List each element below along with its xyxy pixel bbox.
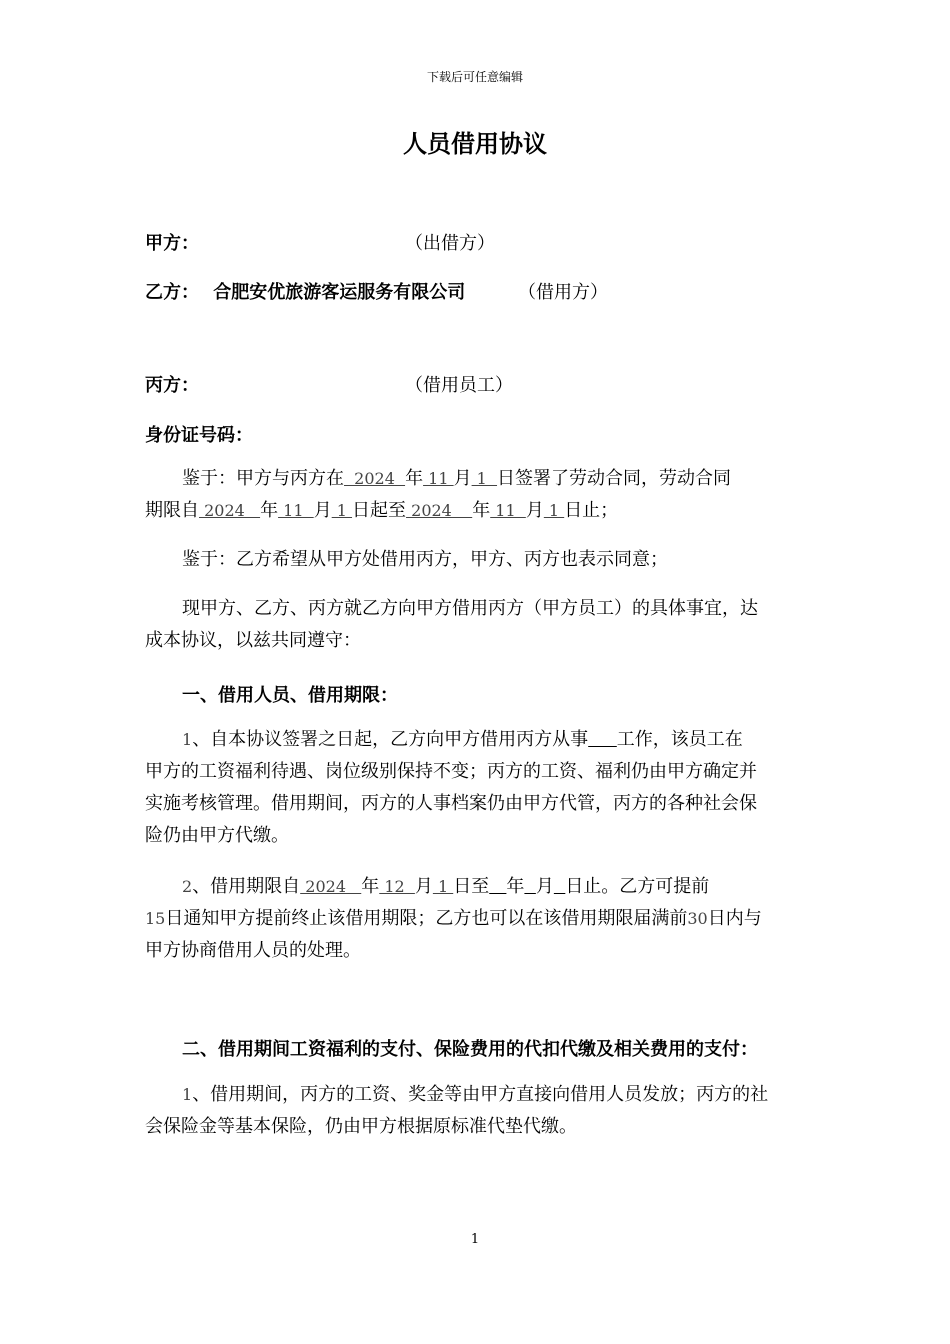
text: 年: [472, 500, 491, 521]
s1-item1-line-1: [145, 724, 810, 756]
contract-start-month: 11: [423, 469, 454, 488]
s1-item1-line-2: 甲方的工资福利待遇、岗位级别保持不变；丙方的工资、福利仍由甲方确定并: [145, 761, 757, 782]
loan-start-month: 12: [379, 877, 415, 896]
text: 月: [414, 876, 433, 897]
text: 年: [405, 468, 424, 489]
job-blank: [588, 729, 617, 750]
party-c-role: （借用员工）: [405, 375, 513, 396]
section-2-item-1: [145, 1079, 810, 1143]
s1-item2-line-2: [145, 903, 810, 935]
loan-end-year-blank: [489, 876, 506, 897]
term-end-day: 1: [543, 501, 565, 520]
recital-1: [145, 463, 810, 527]
item-number: 1: [182, 730, 193, 749]
contract-start-day: 1: [471, 469, 498, 488]
page-number: 1: [470, 1232, 480, 1247]
party-a-label: 甲方：: [145, 233, 199, 254]
s1-item1-line-3: 实施考核管理。借用期间，丙方的人事档案仍由甲方代管，丙方的各种社会保: [145, 793, 757, 814]
text: 日止；: [564, 500, 619, 521]
text: 月: [535, 876, 554, 897]
item-number: 2: [182, 877, 193, 896]
text: 月: [525, 500, 544, 521]
header-note: 下载后可任意编辑: [426, 70, 523, 84]
loan-end-month-blank: [524, 876, 535, 897]
text: 、借用期间，丙方的工资、奖金等由甲方直接向借用人员发放；丙方的社: [192, 1084, 769, 1105]
text: 日起至: [352, 500, 407, 521]
section-2-heading: 二、借用期间工资福利的支付、保险费用的代扣代缴及相关费用的支付：: [182, 1039, 758, 1060]
term-end-month: 11: [490, 501, 526, 520]
text: 日至: [453, 876, 490, 897]
text: 日通知甲方提前终止该借用期限；乙方也可以在该借用期限届满前: [165, 908, 688, 929]
text: 、自本协议签署之日起，乙方向甲方借用丙方从事: [192, 729, 589, 750]
recital-3: [145, 593, 810, 657]
recital-3-line-1: 现甲方、乙方、丙方就乙方向甲方借用丙方（甲方员工）的具体事宜，达: [182, 598, 758, 619]
s2-item1-line-2: 会保险金等基本保险，仍由甲方根据原标准代垫代缴。: [145, 1116, 577, 1137]
notice-days: 15: [145, 909, 166, 928]
id-number-label: 身份证号码：: [145, 425, 253, 446]
party-c-label: 丙方：: [145, 375, 199, 396]
s1-item2-line-1: [145, 871, 810, 903]
section-1-item-2: [145, 871, 810, 967]
text: 月: [453, 468, 472, 489]
recital-1-line-2: [145, 495, 810, 527]
s1-item2-line-3: 甲方协商借用人员的处理。: [145, 940, 361, 961]
document-title: 人员借用协议: [403, 130, 547, 158]
text: 月: [313, 500, 332, 521]
recital-2-text: 鉴于：乙方希望从甲方处借用丙方，甲方、丙方也表示同意；: [182, 549, 668, 570]
section-1-heading: 一、借用人员、借用期限：: [182, 685, 398, 706]
text: 鉴于：甲方与丙方在: [182, 468, 344, 489]
loan-end-day-blank: [554, 876, 565, 897]
text: 年: [260, 500, 279, 521]
term-start-year: 2024: [199, 501, 261, 520]
text: 年: [506, 876, 525, 897]
text: 年: [361, 876, 380, 897]
loan-start-day: 1: [432, 877, 454, 896]
s1-item1-line-4: 险仍由甲方代缴。: [145, 825, 289, 846]
recital-3-line-2: 成本协议，以兹共同遵守：: [145, 630, 361, 651]
term-end-year: 2024: [406, 501, 473, 520]
party-b-label: 乙方：: [145, 282, 199, 303]
party-a-role: （出借方）: [405, 233, 495, 254]
section-1-item-1: [145, 724, 810, 852]
s2-item1-line-1: [145, 1079, 810, 1111]
party-b-name: 合肥安优旅游客运服务有限公司: [213, 282, 466, 303]
party-b-role: （借用方）: [518, 282, 608, 303]
text: 期限自: [145, 500, 199, 521]
loan-start-year: 2024: [300, 877, 362, 896]
recital-1-line-1: [145, 463, 810, 495]
text: 日止。乙方可提前: [565, 876, 710, 897]
recital-2: [145, 544, 810, 576]
term-start-month: 11: [278, 501, 314, 520]
party-b-line: [145, 278, 465, 304]
text: 、借用期限自: [192, 876, 301, 897]
contract-start-year: 2024: [344, 469, 406, 488]
term-start-day: 1: [331, 501, 353, 520]
text: 日内与: [707, 908, 762, 929]
text: 工作，该员工在: [616, 729, 743, 750]
text: 日签署了劳动合同，劳动合同: [497, 468, 732, 489]
expiry-days: 30: [687, 909, 708, 928]
item-number: 1: [182, 1085, 193, 1104]
